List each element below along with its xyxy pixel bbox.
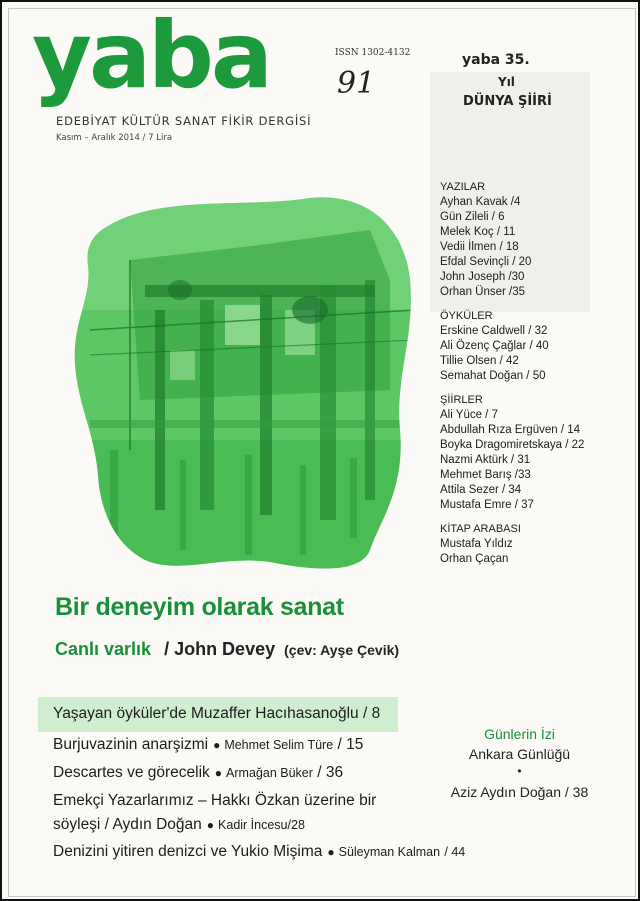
toc-heading: ÖYKÜLER [440,310,493,322]
article-title: Emekçi Yazarlarımız – Hakkı Özkan üzerine bir [53,792,377,809]
article-page: / 8 [363,705,381,722]
toc-item: Boyka Dragomiretskaya / 22 [440,439,585,451]
toc-item: Mehmet Barış /33 [440,469,531,481]
article-author: Armağan Büker [226,766,313,780]
toc-item: Vedii İlmen / 18 [440,241,519,253]
magazine-subtitle: EDEBİYAT KÜLTÜR SANAT FİKİR DERGİSİ [56,114,312,128]
gunlerin-izi-heading: Günlerin İzi [484,726,555,742]
article-title: Burjuvazinin anarşizmi [53,736,209,753]
article-line [53,816,305,834]
issn: ISSN 1302-4132 [335,48,411,58]
toc-section-yazilar [440,180,620,300]
toc-section-kitap-arabasi [440,522,620,567]
anniversary-line-2: Yıl [498,75,515,89]
toc-item: Semahat Doğan / 50 [440,370,546,382]
green-painting-illustration [70,190,415,575]
toc-item: Abdullah Rıza Ergüven / 14 [440,424,581,436]
toc-section-siirler [440,393,620,513]
article-author: Süleyman Kalman [338,845,441,859]
article-line [53,736,363,754]
toc-item: Orhan Ünser /35 [440,286,526,298]
toc-item: Ali Özenç Çağlar / 40 [440,340,549,352]
magazine-logo: yaba [32,2,270,109]
feature-headline: Bir deneyim olarak sanat [55,593,344,621]
toc-item: Tillie Olsen / 42 [440,355,519,367]
issue-date-price: Kasım – Aralık 2014 / 7 Lira [56,133,173,143]
article-page: / 15 [337,736,364,753]
toc-heading: KİTAP ARABASI [440,523,521,535]
feature-translator: (çev: Ayşe Çevik) [284,642,400,658]
issue-number: 91 [337,66,376,101]
bullet-icon: • [517,764,522,778]
toc-section-oykuler [440,309,620,384]
toc-item: Mustafa Emre / 37 [440,499,534,511]
anniversary-line-1: yaba 35. [462,52,530,68]
article-line [53,792,376,810]
toc-heading: YAZILAR [440,181,486,193]
article-title: Denizini yitiren denizci ve Yukio Mişima [53,843,323,860]
article-page: / 44 [444,845,466,859]
toc-item: Ali Yüce / 7 [440,409,498,421]
bullet-icon: ● [214,766,223,780]
article-line [53,843,465,861]
toc-item: Attila Sezer / 34 [440,484,522,496]
feature-subline [55,639,399,660]
toc-item: Gün Zileli / 6 [440,211,505,223]
toc-item: Orhan Çaçan [440,553,509,565]
article-title: Descartes ve görecelik [53,764,210,781]
bullet-icon: ● [213,738,221,752]
article-title: Yaşayan öyküler'de Muzaffer Hacıhasanoğlu [53,705,359,722]
toc-item: Efdal Sevinçli / 20 [440,256,532,268]
feature-subtitle: Canlı varlık [55,639,152,659]
bullet-icon: ● [327,845,335,859]
article-author: Mehmet Selim Türe [224,738,334,752]
gunlerin-izi-item: Ankara Günlüğü [468,746,571,762]
anniversary-line-3: DÜNYA ŞİİRİ [463,94,552,109]
toc-item: Nazmi Aktürk / 31 [440,454,531,466]
article-line [53,764,343,782]
toc-item: Erskine Caldwell / 32 [440,325,548,337]
toc-item: John Joseph /30 [440,271,525,283]
article-line [53,705,380,723]
gunlerin-izi-item: Aziz Aydın Doğan / 38 [450,784,589,800]
article-author: Kadir İncesu [218,818,288,832]
toc-item: Ayhan Kavak /4 [440,196,521,208]
toc-item: Melek Koç / 11 [440,226,516,238]
feature-author: / John Devey [164,639,276,659]
bullet-icon: ● [206,818,215,832]
article-page: /28 [287,818,305,832]
toc-item: Mustafa Yıldız [440,538,513,550]
table-of-contents [440,180,620,576]
article-page: / 36 [317,764,344,781]
toc-heading: ŞİİRLER [440,394,483,406]
article-title: söyleşi / Aydın Doğan [53,816,202,833]
